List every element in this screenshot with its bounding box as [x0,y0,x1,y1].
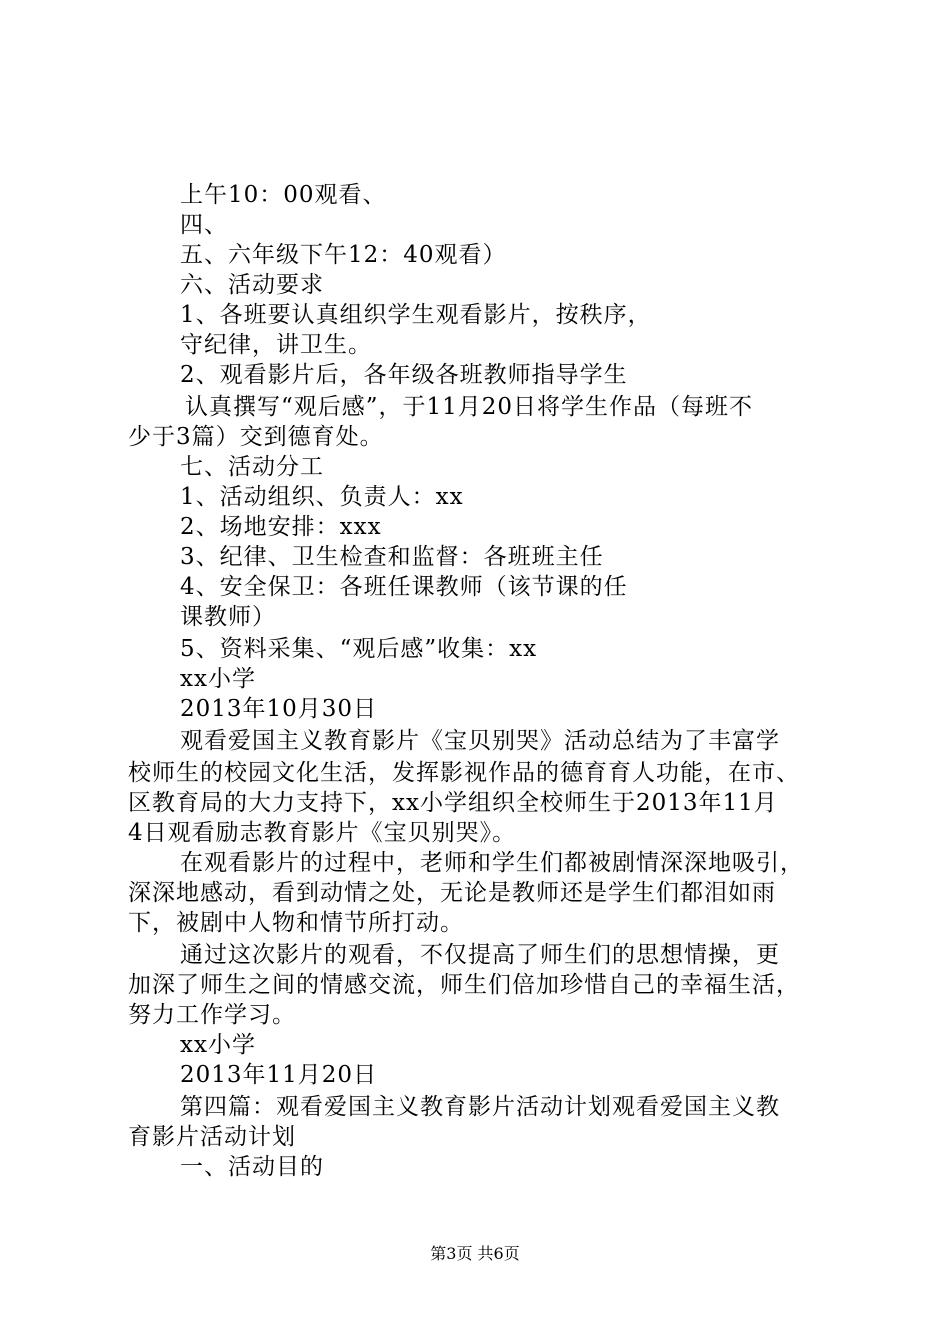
page-number-footer: 第3页 共6页 [430,1244,520,1263]
section-heading: 六、活动要求 [180,272,324,298]
text-line: 上午10：00观看、 [180,182,387,208]
text-line: 深深地感动，看到动情之处，无论是教师还是学生们都泪如雨 [128,880,776,906]
signature-school: xx小学 [180,1032,256,1058]
text-line: 下，被剧中人物和情节所打动。 [128,910,464,936]
text-line: 努力工作学习。 [128,1002,296,1028]
signature-school: xx小学 [180,666,256,692]
text-line: 加深了师生之间的情感交流，师生们倍加珍惜自己的幸福生活， [128,972,800,998]
chapter-title: 第四篇：观看爱国主义教育影片活动计划观看爱国主义教 [180,1094,780,1120]
text-line: 通过这次影片的观看，不仅提高了师生们的思想情操，更 [180,942,780,968]
text-line: 1、各班要认真组织学生观看影片，按秩序， [180,302,652,328]
text-line: 2、场地安排：xxx [180,514,382,540]
text-line: 区教育局的大力支持下，xx小学组织全校师生于2013年11月 [128,790,778,816]
text-line: 守纪律，讲卫生。 [180,332,372,358]
text-line: 5、资料采集、“观后感”收集：xx [180,636,538,662]
text-line: 4日观看励志教育影片《宝贝别哭》。 [128,820,517,846]
text-line: 4、安全保卫：各班任课教师（该节课的任 [180,574,628,600]
text-line: 认真撰写“观后感”，于11月20日将学生作品（每班不 [185,394,754,420]
text-line: 四、 [180,212,228,238]
text-line: 3、纪律、卫生检查和监督：各班班主任 [180,544,604,570]
signature-date: 2013年10月30日 [180,696,378,722]
signature-date: 2013年11月20日 [180,1062,378,1088]
text-line: 校师生的校园文化生活，发挥影视作品的德育育人功能，在市、 [128,760,800,786]
text-line: 少于3篇）交到德育处。 [128,424,384,450]
text-line: 观看爱国主义教育影片《宝贝别哭》活动总结为了丰富学 [180,728,780,754]
text-line: 2、观看影片后，各年级各班教师指导学生 [180,362,628,388]
section-heading: 一、活动目的 [180,1154,324,1180]
text-line: 1、活动组织、负责人：xx [180,484,464,510]
text-line: 课教师） [180,604,276,630]
chapter-title-continued: 育影片活动计划 [128,1124,296,1150]
section-heading: 七、活动分工 [180,454,324,480]
text-line: 五、六年级下午12：40观看） [180,242,507,268]
text-line: 在观看影片的过程中，老师和学生们都被剧情深深地吸引， [180,850,804,876]
